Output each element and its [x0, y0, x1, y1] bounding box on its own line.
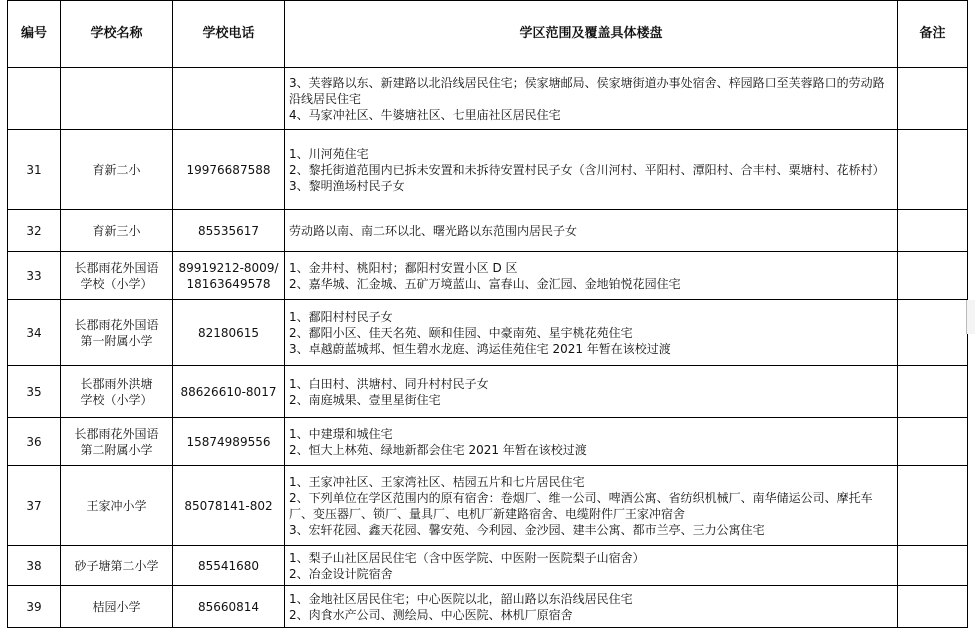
scope-item: 2、下列单位在学区范围内的原有宿舍：卷烟厂、维一公司、啤酒公寓、省纺织机械厂、南华储运公司、摩托车厂、变压器厂、锁厂、量具厂、电机厂新建路宿舍、电缆附件厂王家冲宿舍	[289, 490, 873, 521]
table-row	[8, 68, 968, 130]
scope-item: 3、卓越蔚蓝城邦、恒生碧水龙庭、鸿运佳苑住宅 2021 年暂在该校过渡	[289, 341, 671, 356]
scope-item: 2、南庭城果、壹里星街住宅	[289, 392, 441, 407]
school-name	[61, 418, 173, 466]
note	[898, 130, 968, 210]
row-number: 35	[8, 366, 61, 418]
note	[898, 546, 968, 586]
school-phone-line: 85541680	[197, 558, 260, 573]
table-row	[8, 252, 968, 300]
school-name-line: 砂子塘第二小学	[74, 558, 159, 573]
district-scope	[285, 586, 898, 628]
header-note: 备注	[898, 1, 968, 68]
school-name-line: 王家冲小学	[86, 498, 147, 513]
school-name-line: 育新三小	[92, 223, 141, 238]
school-district-table	[7, 0, 968, 628]
row-number: 39	[8, 586, 61, 628]
note	[898, 252, 968, 300]
scope-item: 1、梨子山社区居民住宅（含中医学院、中医附一医院梨子山宿舍）	[289, 550, 645, 565]
school-name-line: 第一附属小学	[80, 333, 153, 348]
row-number	[8, 68, 61, 130]
school-phone-line: 85078141-802	[184, 498, 273, 513]
district-scope	[285, 366, 898, 418]
district-scope	[285, 68, 898, 130]
table-row	[8, 586, 968, 628]
note	[898, 418, 968, 466]
district-scope	[285, 546, 898, 586]
table-row	[8, 418, 968, 466]
school-name	[61, 300, 173, 366]
district-scope	[285, 252, 898, 300]
scope-item: 劳动路以南、南二环以北、曙光路以东范围内居民子女	[289, 223, 578, 238]
row-number: 32	[8, 210, 61, 252]
scope-item: 1、金井村、桃阳村；鄱阳村安置小区 D 区	[289, 260, 518, 275]
table-row	[8, 366, 968, 418]
school-phone-line: 89919212-8009/	[178, 260, 279, 275]
scope-item: 1、中建璟和城住宅	[289, 426, 393, 441]
school-phone-line: 85535617	[197, 223, 260, 238]
school-name-line: 长郡雨花外国语	[74, 426, 159, 441]
row-number: 38	[8, 546, 61, 586]
school-name	[61, 252, 173, 300]
school-phone	[173, 366, 285, 418]
row-number: 37	[8, 466, 61, 546]
school-phone	[173, 210, 285, 252]
scope-item: 1、金地社区居民住宅；中心医院以北，韶山路以东沿线居民住宅	[289, 591, 633, 606]
district-scope	[285, 466, 898, 546]
school-name-line: 第二附属小学	[80, 442, 153, 457]
school-phone-line: 82180615	[197, 325, 260, 340]
row-number: 34	[8, 300, 61, 366]
row-number: 31	[8, 130, 61, 210]
table-row	[8, 466, 968, 546]
school-name	[61, 586, 173, 628]
school-name	[61, 546, 173, 586]
row-number: 36	[8, 418, 61, 466]
scope-item: 2、嘉华城、汇金城、五矿万境蓝山、富春山、金汇园、金地铂悦花园住宅	[289, 276, 681, 291]
school-name-line: 桔园小学	[92, 599, 141, 614]
school-phone-line: 85660814	[197, 599, 260, 614]
school-phone	[173, 546, 285, 586]
scope-item: 2、冶金设计院宿舍	[289, 566, 393, 581]
school-phone	[173, 68, 285, 130]
header-district-scope: 学区范围及覆盖具体楼盘	[285, 1, 898, 68]
note	[898, 210, 968, 252]
scope-item: 2、恒大上林苑、绿地新都会住宅 2021 年暂在该校过渡	[289, 442, 587, 457]
note	[898, 366, 968, 418]
scope-item: 2、鄱阳小区、佳天名苑、颐和佳园、中豪南苑、星宇桃花苑住宅	[289, 325, 633, 340]
scope-item: 3、宏轩花园、鑫天花园、馨安苑、今利园、金沙园、建丰公寓、都市兰亭、三力公寓住宅	[289, 522, 765, 537]
scope-item: 1、鄱阳村村民子女	[289, 309, 393, 324]
header-row	[8, 1, 968, 68]
school-phone	[173, 300, 285, 366]
table-row	[8, 130, 968, 210]
school-phone	[173, 466, 285, 546]
scope-item: 1、川河苑住宅	[289, 146, 369, 161]
school-name	[61, 210, 173, 252]
school-phone	[173, 252, 285, 300]
note	[898, 586, 968, 628]
scope-item: 2、肉食水产公司、测绘局、中心医院、林机厂原宿舍	[289, 607, 573, 622]
scope-item: 3、芙蓉路以东、新建路以北沿线居民住宅；侯家塘邮局、侯家塘街道办事处宿舍、梓园路口至芙蓉路口的劳动路沿线居民住宅	[289, 75, 885, 106]
school-name-line: 学校（小学）	[80, 276, 153, 291]
school-name-line: 学校（小学）	[80, 392, 153, 407]
school-phone	[173, 586, 285, 628]
page-edge-marker	[966, 300, 975, 334]
table-row	[8, 546, 968, 586]
school-name-line: 长郡雨花外国语	[74, 317, 159, 332]
scope-item: 1、王家冲社区、王家湾社区、桔园五片和七片居民住宅	[289, 474, 585, 489]
district-scope	[285, 130, 898, 210]
school-name	[61, 130, 173, 210]
school-name	[61, 466, 173, 546]
row-number: 33	[8, 252, 61, 300]
note	[898, 68, 968, 130]
school-phone-line: 18163649578	[186, 276, 271, 291]
scope-item: 1、白田村、洪塘村、同升村村民子女	[289, 376, 489, 391]
district-scope	[285, 210, 898, 252]
school-phone-line: 19976687588	[186, 162, 271, 177]
school-phone-line: 15874989556	[186, 434, 271, 449]
header-no: 编号	[8, 1, 61, 68]
header-school-phone: 学校电话	[173, 1, 285, 68]
school-phone	[173, 130, 285, 210]
note	[898, 300, 968, 366]
school-name-line: 长郡雨外洪塘	[80, 376, 153, 391]
district-scope	[285, 300, 898, 366]
header-school-name: 学校名称	[61, 1, 173, 68]
school-phone-line: 88626610-8017	[180, 384, 277, 399]
scope-item: 4、马家冲社区、牛婆塘社区、七里庙社区居民住宅	[289, 107, 561, 122]
note	[898, 466, 968, 546]
scope-item: 3、黎明渔场村民子女	[289, 178, 405, 193]
school-name	[61, 366, 173, 418]
school-name-line: 育新二小	[92, 162, 141, 177]
table-row	[8, 300, 968, 366]
table-row	[8, 210, 968, 252]
district-scope	[285, 418, 898, 466]
school-name	[61, 68, 173, 130]
school-name-line: 长郡雨花外国语	[74, 260, 159, 275]
school-phone	[173, 418, 285, 466]
scope-item: 2、黎托街道范围内已拆未安置和未拆待安置村民子女（含川河村、平阳村、潭阳村、合丰村、粟塘村、花桥村）	[289, 162, 885, 177]
